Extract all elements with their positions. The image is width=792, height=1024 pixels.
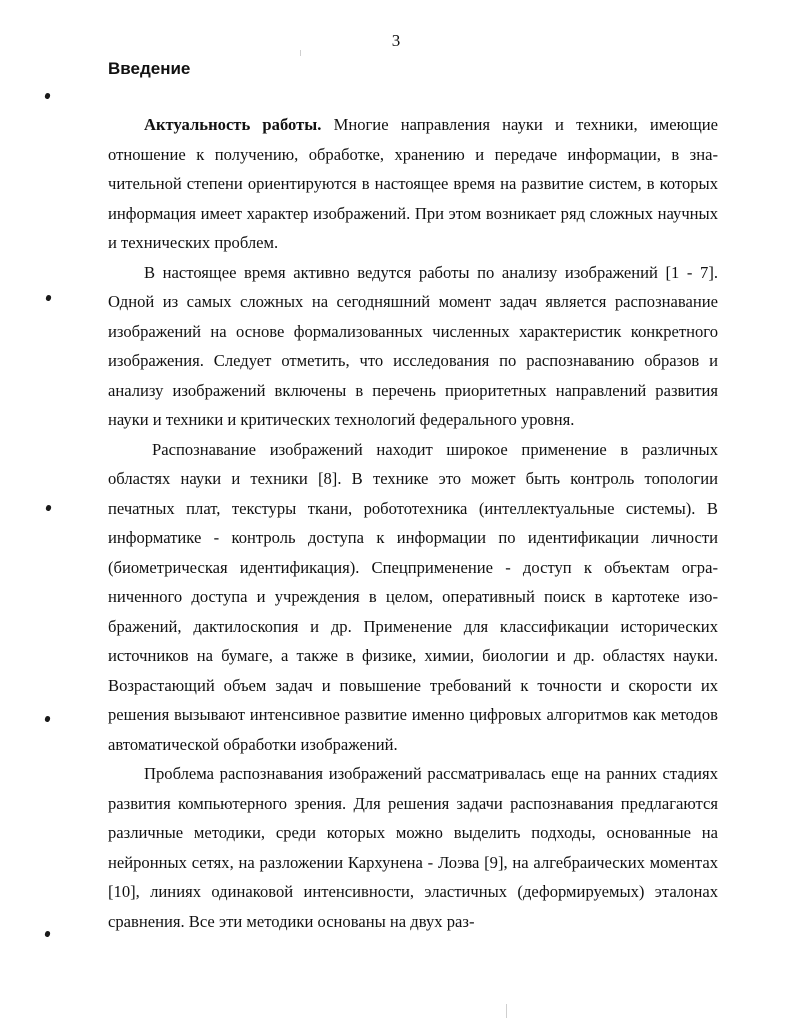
- binding-hole-mark: [44, 715, 51, 722]
- paragraph-relevance: [108, 110, 718, 258]
- binding-hole-mark: [45, 294, 52, 301]
- binding-hole-mark: [44, 930, 51, 937]
- scan-artifact: [300, 50, 301, 56]
- paragraph-methods: Проблема распознавания изображений рассматривалась еще на ранних стадиях развития компьютерного зрения. Для решения задачи распознавания предлагаются различные методики, среди которых можно выделить подходы, основанные на нейронных сетях, на разложении Кархунена - Лоэва [9], на алгебраических моментах [10], линиях одинаковой интенсивности, эластичных (деформируемых) эталонах сравнения. Все эти методики основаны на двух раз-: [108, 764, 718, 931]
- binding-hole-mark: [44, 92, 51, 99]
- paragraph-lead: Актуальность работы.: [144, 115, 322, 134]
- paragraph-research: В настоящее время активно ведутся работы по анализу изображений [1 - 7]. Одной из самых сложных на сегодняшний момент задач является распознавание изображений на основе формализованных численных характеристик конкретного изображения. Следует отметить, что исследования по распознаванию образов и анализу изображений включены в перечень приоритетных направлений развития науки и техники и критических технологий федерального уровня.: [108, 262, 718, 429]
- binding-hole-mark: [45, 504, 52, 511]
- scan-artifact: [506, 1004, 507, 1018]
- section-heading: Введение: [108, 59, 191, 78]
- page-number: 3: [391, 31, 401, 50]
- paragraph-applications: Распознавание изображений находит широкое применение в различных областях науки и техники [8]. В технике это может быть контроль топологии печатных плат, текстуры ткани, робототехника (интеллектуальные системы). В информатике - контроль доступа к информации по идентификации личности (биометрическая идентификация). Спецприменение - доступ к объектам ограниченного доступа и учреждения в целом, оперативный поиск в картотеке изображений, дактилоскопия и др. Применение для классификации исторических источников на бумаге, а также в физике, химии, биологии и др. областях науки. Возрастающий объем задач и повышение требований к точности и скорости их решения вызывают интенсивное развитие именно цифровых алгоритмов как методов автоматической обработки изображений.: [108, 439, 718, 754]
- paragraph-text: Многие направления науки и техники, имеющие отношение к получению, обработке, хранению и передаче информации, в значительной степени ориентируются в настоящее время на развитие систем, в которых информация имеет характер изображений. При этом возникает ряд сложных научных и технических проблем.: [108, 115, 718, 252]
- body-text: [108, 110, 718, 936]
